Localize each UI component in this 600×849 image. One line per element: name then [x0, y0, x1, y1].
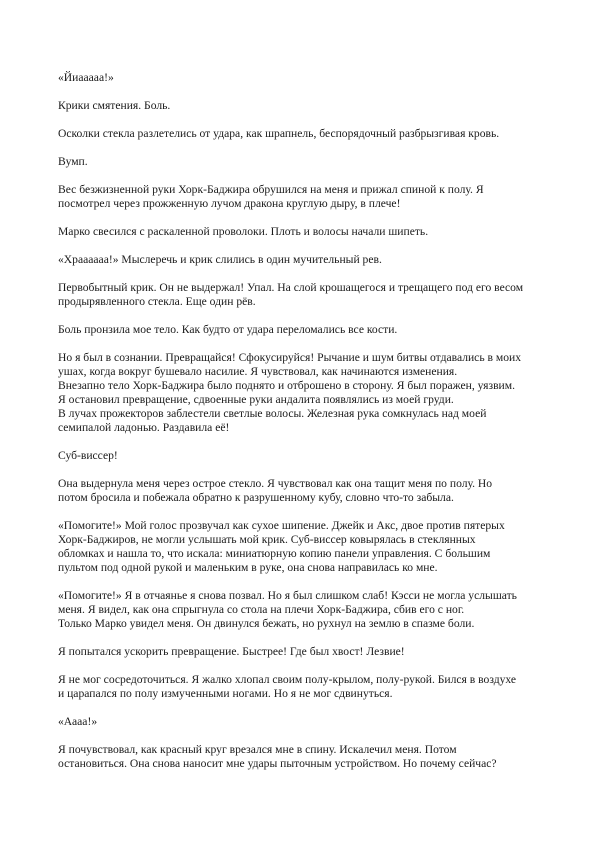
text-line: В лучах прожекторов заблестели светлые волосы. Железная рука сомкнулась над моей	[58, 407, 487, 420]
text-line: и царапался по полу измученными ногами. Но я не мог сдвинуться.	[58, 687, 393, 700]
text-line: посмотрел через прожженную лучом дракона круглую дыру, в плече!	[58, 197, 401, 210]
paragraph	[58, 351, 558, 435]
text-line: семипалой ладонью. Раздавила её!	[58, 421, 230, 434]
paragraph	[58, 743, 558, 771]
paragraph	[58, 449, 558, 463]
paragraph	[58, 99, 558, 113]
text-line: Крики смятения. Боль.	[58, 99, 171, 112]
paragraph	[58, 281, 558, 309]
paragraph	[58, 225, 558, 239]
text-line: Осколки стекла разлетелись от удара, как шрапнель, беспорядочный разбрызгивая кровь.	[58, 127, 500, 140]
paragraph	[58, 155, 558, 169]
text-line: потом бросила и побежала обратно к разрушенному кубу, словно что-то забыла.	[58, 491, 454, 504]
text-line: Суб-виссер!	[58, 449, 118, 462]
paragraph	[58, 519, 558, 575]
text-line: Она выдернула меня через острое стекло. Я чувствовал как она тащит меня по полу. Но	[58, 477, 493, 490]
text-line: «Йиааааа!»	[58, 71, 114, 84]
text-line: Первобытный крик. Он не выдержал! Упал. На слой крошащегося и трещащего под его весом	[58, 281, 524, 294]
paragraph	[58, 253, 558, 267]
text-line: ушах, когда вокруг бушевало насилие. Я чувствовал, как начинаются изменения.	[58, 365, 458, 378]
text-line: Я почувствовал, как красный круг врезался мне в спину. Искалечил меня. Потом	[58, 743, 457, 756]
paragraph	[58, 323, 558, 337]
paragraph	[58, 183, 558, 211]
paragraph	[58, 673, 558, 701]
text-line: Я остановил превращение, сдвоенные руки андалита появлялись из моей груди.	[58, 393, 454, 406]
paragraph	[58, 127, 558, 141]
text-line: Я не мог сосредоточиться. Я жалко хлопал своим полу-крылом, полу-рукой. Бился в воздухе	[58, 673, 517, 686]
text-line: «Аааа!»	[58, 715, 98, 728]
text-line: Но я был в сознании. Превращайся! Сфокусируйся! Рычание и шум битвы отдавались в моих	[58, 351, 522, 364]
paragraph	[58, 71, 558, 85]
paragraph	[58, 715, 558, 729]
paragraph	[58, 477, 558, 505]
paragraph	[58, 589, 558, 631]
text-line: «Храааааа!» Мыслеречь и крик слились в один мучительный рев.	[58, 253, 382, 266]
text-line: Марко свесился с раскаленной проволоки. Плоть и волосы начали шипеть.	[58, 225, 429, 238]
text-line: Боль пронзила мое тело. Как будто от удара переломались все кости.	[58, 323, 398, 336]
text-line: «Помогите!» Мой голос прозвучал как сухое шипение. Джейк и Акс, двое против пятерых	[58, 519, 505, 532]
text-line: Я попытался ускорить превращение. Быстрее! Где был хвост! Лезвие!	[58, 645, 405, 658]
text-line: продырявленного стекла. Еще один рёв.	[58, 295, 256, 308]
text-line: меня. Я видел, как она спрыгнула со стола на плечи Хорк-Баджира, сбив его с ног.	[58, 603, 465, 616]
text-line: Внезапно тело Хорк-Баджира было поднято и отброшено в сторону. Я был поражен, уязвим.	[58, 379, 515, 392]
paragraph	[58, 645, 558, 659]
text-line: Вес безжизненной руки Хорк-Баджира обрушился на меня и прижал спиной к полу. Я	[58, 183, 484, 196]
text-line: остановиться. Она снова наносит мне удары пыточным устройством. Но почему сейчас?	[58, 757, 497, 770]
text-line: Только Марко увидел меня. Он двинулся бежать, но рухнул на землю в спазме боли.	[58, 617, 475, 630]
text-line: обломках и нашла то, что искала: миниатюрную копию панели управления. С большим	[58, 547, 491, 560]
document-body	[58, 71, 558, 785]
text-line: Хорк-Баджиров, не могли услышать мой крик. Суб-виссер ковырялась в стеклянных	[58, 533, 476, 546]
text-line: Вумп.	[58, 155, 88, 168]
text-line: «Помогите!» Я в отчаянье я снова позвал. Но я был слишком слаб! Кэсси не могла услышать	[58, 589, 517, 602]
text-line: пультом под одной рукой и маленьким в руке, она снова направилась ко мне.	[58, 561, 438, 574]
